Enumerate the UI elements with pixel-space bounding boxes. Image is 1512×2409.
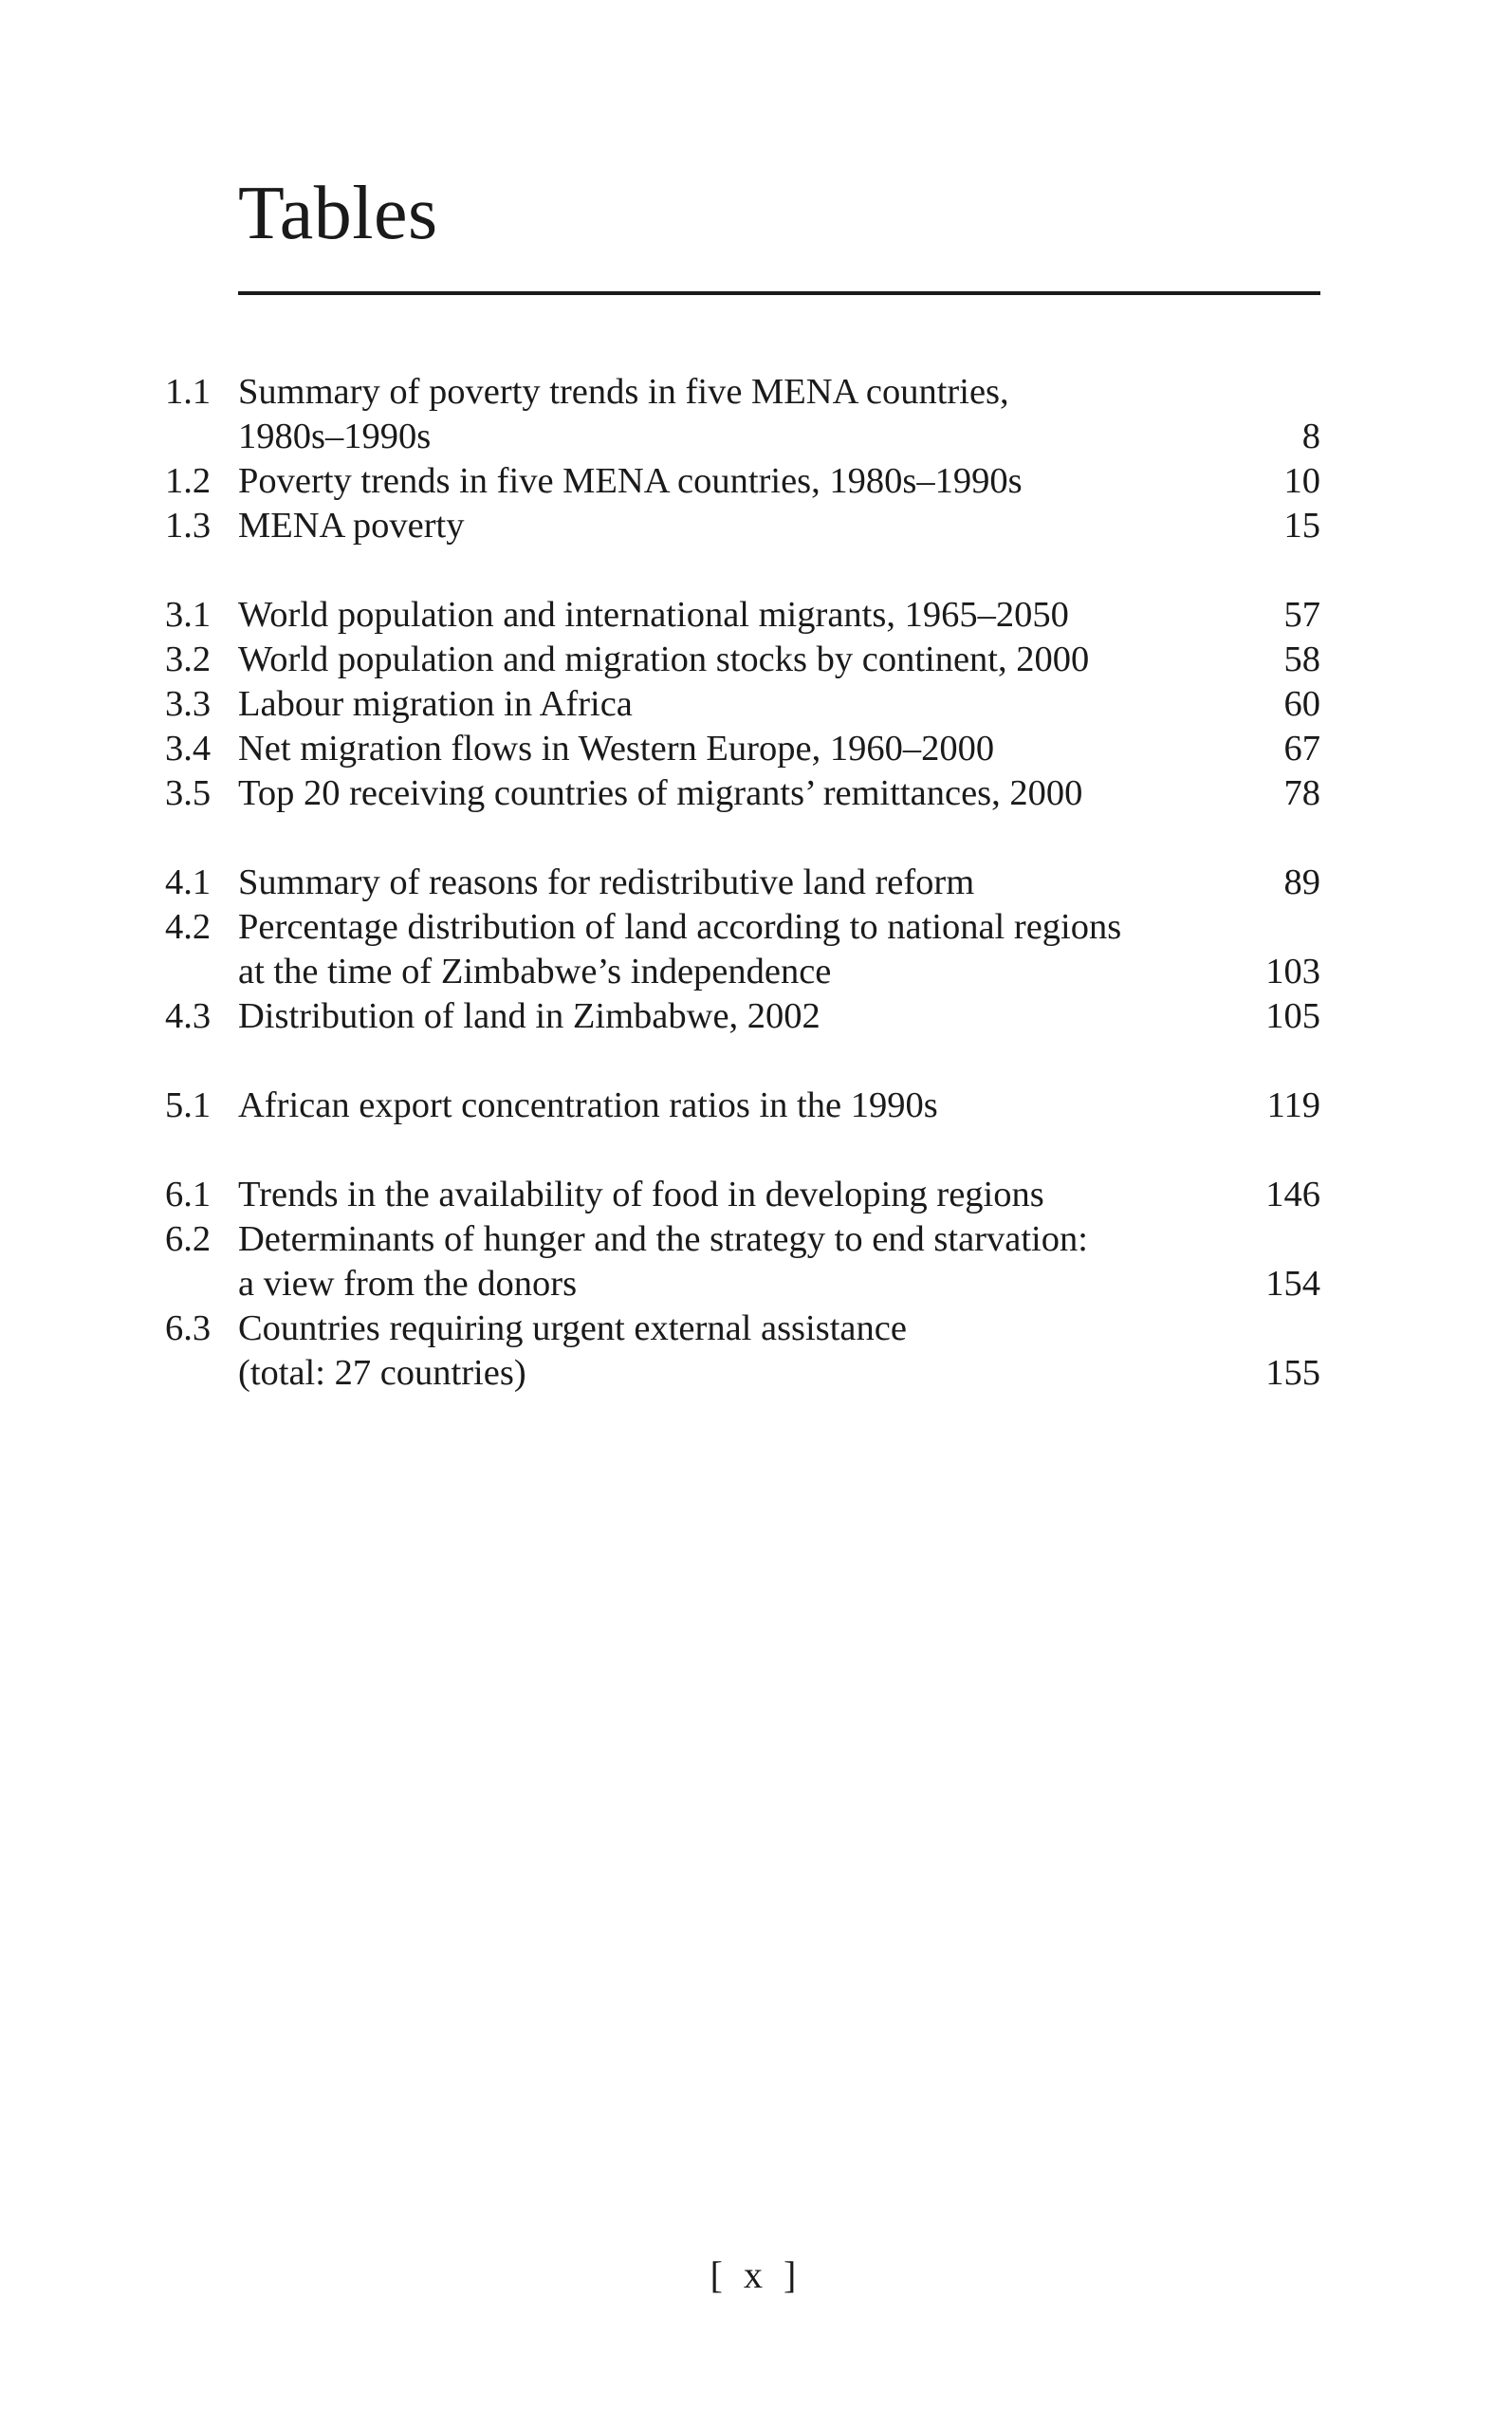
table-title — [238, 1173, 1263, 1217]
table-number: 4.1 — [165, 862, 212, 902]
table-number: 1.1 — [165, 372, 212, 412]
toc-entry[interactable] — [165, 994, 1320, 1039]
table-title-line: African export concentration ratios in the 1990s — [238, 1085, 938, 1125]
table-title-line: Top 20 receiving countries of migrants’ remittances, 2000 — [238, 773, 1083, 813]
page-ref: 67 — [1283, 729, 1320, 769]
table-title-line: World population and international migrants, 1965–2050 — [238, 595, 1069, 635]
toc-group — [165, 1084, 1320, 1128]
table-title — [238, 1217, 1263, 1306]
page-ref: 119 — [1266, 1085, 1320, 1125]
page-ref: 103 — [1265, 952, 1320, 991]
table-title — [238, 1306, 1263, 1396]
table-title-line: a view from the donors — [238, 1264, 578, 1304]
table-title-line: 1980s–1990s — [238, 417, 432, 456]
toc-entry[interactable] — [165, 727, 1320, 771]
page-ref: 8 — [1301, 417, 1320, 456]
table-title-line: Trends in the availability of food in developing regions — [238, 1175, 1044, 1214]
table-title — [238, 1084, 1263, 1128]
table-title-line: World population and migration stocks by continent, 2000 — [238, 639, 1090, 679]
table-title-line: Distribution of land in Zimbabwe, 2002 — [238, 996, 821, 1036]
table-number: 4.2 — [165, 907, 212, 947]
table-number: 6.1 — [165, 1175, 212, 1214]
table-number: 3.2 — [165, 639, 212, 679]
page-ref: 154 — [1265, 1264, 1320, 1304]
list-of-tables — [165, 370, 1320, 1396]
toc-entry[interactable] — [165, 370, 1320, 459]
table-number: 3.1 — [165, 595, 212, 635]
table-title — [238, 504, 1263, 548]
title-rule — [238, 291, 1320, 295]
toc-group — [165, 593, 1320, 816]
toc-group — [165, 861, 1320, 1039]
page-ref: 15 — [1283, 506, 1320, 546]
table-title-line: at the time of Zimbabwe’s independence — [238, 952, 832, 991]
table-title — [238, 727, 1263, 771]
toc-entry[interactable] — [165, 1084, 1320, 1128]
page-number: [ x ] — [710, 2253, 802, 2296]
table-title — [238, 861, 1263, 905]
table-title — [238, 905, 1263, 994]
page-ref: 58 — [1283, 639, 1320, 679]
toc-entry[interactable] — [165, 638, 1320, 682]
table-title — [238, 638, 1263, 682]
page-ref: 57 — [1283, 595, 1320, 635]
page-ref: 155 — [1265, 1353, 1320, 1393]
toc-entry[interactable] — [165, 905, 1320, 994]
page-ref: 89 — [1283, 862, 1320, 902]
table-title — [238, 459, 1263, 504]
table-title-line: Net migration flows in Western Europe, 1960–2000 — [238, 729, 995, 769]
toc-entry[interactable] — [165, 682, 1320, 727]
table-title-line: Determinants of hunger and the strategy to end starvation: — [238, 1219, 1088, 1259]
table-title-line: Percentage distribution of land according to national regions — [238, 907, 1122, 947]
page-ref: 10 — [1283, 461, 1320, 501]
table-title — [238, 682, 1263, 727]
table-title-line: (total: 27 countries) — [238, 1353, 526, 1393]
table-number: 3.5 — [165, 773, 212, 813]
toc-entry[interactable] — [165, 1173, 1320, 1217]
table-number: 5.1 — [165, 1085, 212, 1125]
table-title-line: Labour migration in Africa — [238, 684, 633, 724]
table-title-line: Countries requiring urgent external assistance — [238, 1308, 907, 1348]
page-title: Tables — [238, 172, 438, 255]
table-title — [238, 370, 1263, 459]
toc-entry[interactable] — [165, 1306, 1320, 1396]
table-number: 4.3 — [165, 996, 212, 1036]
page-ref: 105 — [1265, 996, 1320, 1036]
table-title-line: Summary of reasons for redistributive land reform — [238, 862, 975, 902]
table-title — [238, 771, 1263, 816]
toc-entry[interactable] — [165, 1217, 1320, 1306]
toc-entry[interactable] — [165, 459, 1320, 504]
table-title — [238, 994, 1263, 1039]
table-number: 6.2 — [165, 1219, 212, 1259]
table-number: 6.3 — [165, 1308, 212, 1348]
table-number: 1.2 — [165, 461, 212, 501]
page-ref: 60 — [1283, 684, 1320, 724]
table-number: 3.4 — [165, 729, 212, 769]
toc-entry[interactable] — [165, 861, 1320, 905]
table-title-line: MENA poverty — [238, 506, 465, 546]
toc-entry[interactable] — [165, 771, 1320, 816]
table-title-line: Summary of poverty trends in five MENA countries, — [238, 372, 1009, 412]
table-title — [238, 593, 1263, 638]
toc-group — [165, 370, 1320, 548]
toc-entry[interactable] — [165, 504, 1320, 548]
toc-group — [165, 1173, 1320, 1396]
table-title-line: Poverty trends in five MENA countries, 1980s–1990s — [238, 461, 1023, 501]
page-ref: 78 — [1283, 773, 1320, 813]
page-ref: 146 — [1265, 1175, 1320, 1214]
table-number: 3.3 — [165, 684, 212, 724]
toc-entry[interactable] — [165, 593, 1320, 638]
table-number: 1.3 — [165, 506, 212, 546]
